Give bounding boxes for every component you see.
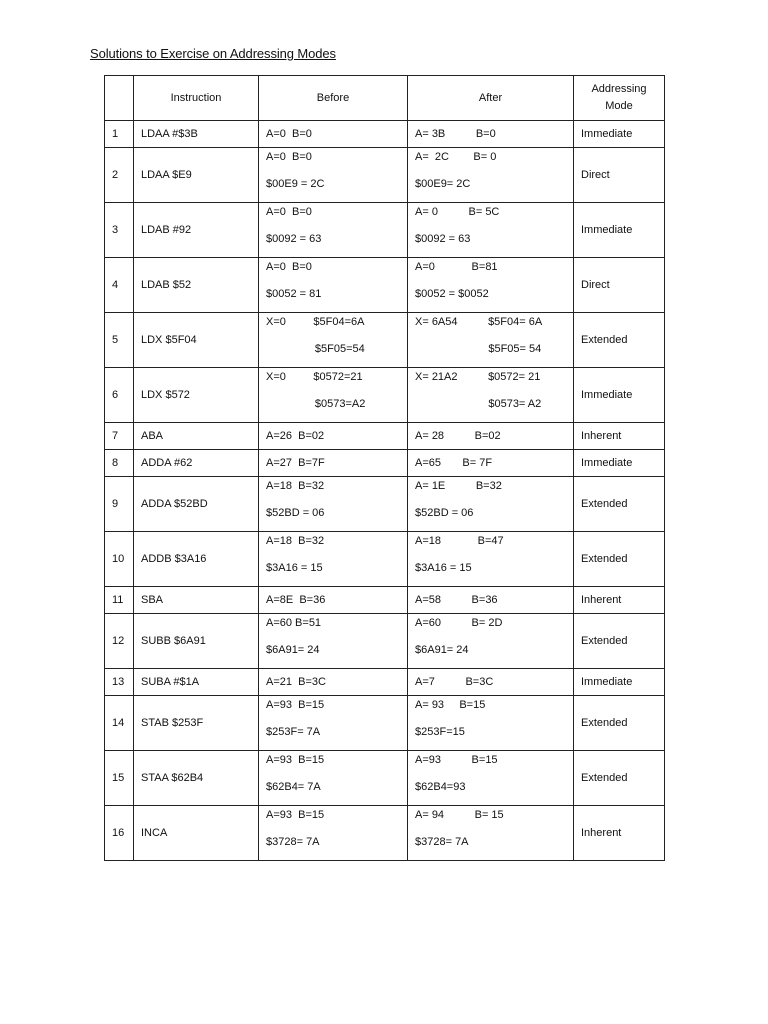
- before-line: A=0 B=0: [266, 206, 312, 218]
- table-row: [105, 258, 665, 313]
- header-addressing-mode: Addressing Mode: [574, 76, 665, 121]
- before-line: $62B4= 7A: [266, 781, 321, 793]
- after-line: $52BD = 06: [415, 507, 474, 519]
- table-row: [105, 477, 665, 532]
- row-instruction: SUBB $6A91: [134, 614, 259, 669]
- row-after: [408, 368, 574, 423]
- row-number: 12: [105, 614, 134, 669]
- row-after: [408, 532, 574, 587]
- row-addressing-mode: Direct: [574, 148, 665, 203]
- row-instruction: ADDA $52BD: [134, 477, 259, 532]
- row-before: [259, 477, 408, 532]
- table-row: [105, 313, 665, 368]
- before-line: $0573=A2: [266, 398, 366, 410]
- row-before: [259, 148, 408, 203]
- row-after: [408, 669, 574, 696]
- row-instruction: LDX $572: [134, 368, 259, 423]
- row-number: 8: [105, 450, 134, 477]
- header-row: [105, 76, 665, 121]
- row-instruction: ADDA #62: [134, 450, 259, 477]
- before-line: A=27 B=7F: [266, 456, 325, 469]
- row-number: 2: [105, 148, 134, 203]
- row-instruction: LDAA $E9: [134, 148, 259, 203]
- row-addressing-mode: Immediate: [574, 121, 665, 148]
- row-after: [408, 203, 574, 258]
- row-before: [259, 751, 408, 806]
- row-instruction: LDX $5F04: [134, 313, 259, 368]
- before-line: $253F= 7A: [266, 726, 321, 738]
- row-number: 9: [105, 477, 134, 532]
- before-line: A=93 B=15: [266, 754, 325, 766]
- row-before: [259, 203, 408, 258]
- table-row: [105, 614, 665, 669]
- table-row: [105, 203, 665, 258]
- row-before: [259, 313, 408, 368]
- row-number: 6: [105, 368, 134, 423]
- before-line: A=8E B=36: [266, 593, 326, 606]
- before-line: X=0 $5F04=6A: [266, 316, 365, 328]
- table-row: [105, 121, 665, 148]
- row-before: [259, 258, 408, 313]
- after-line: $5F05= 54: [415, 343, 542, 355]
- after-line: A= 1E B=32: [415, 480, 502, 492]
- row-number: 5: [105, 313, 134, 368]
- after-line: A= 28 B=02: [415, 429, 501, 442]
- row-instruction: LDAB $52: [134, 258, 259, 313]
- row-before: [259, 423, 408, 450]
- row-instruction: INCA: [134, 806, 259, 861]
- row-addressing-mode: Extended: [574, 477, 665, 532]
- header-before: Before: [259, 76, 408, 121]
- after-line: $253F=15: [415, 726, 465, 738]
- table-row: [105, 450, 665, 477]
- row-instruction: ADDB $3A16: [134, 532, 259, 587]
- after-line: A= 2C B= 0: [415, 151, 497, 163]
- table-row: [105, 148, 665, 203]
- row-after: [408, 450, 574, 477]
- after-line: X= 6A54 $5F04= 6A: [415, 316, 543, 328]
- row-addressing-mode: Extended: [574, 696, 665, 751]
- row-after: [408, 121, 574, 148]
- table-row: [105, 368, 665, 423]
- before-line: A=26 B=02: [266, 429, 325, 442]
- row-before: [259, 614, 408, 669]
- row-instruction: STAB $253F: [134, 696, 259, 751]
- before-line: A=0 B=0: [266, 151, 312, 163]
- row-addressing-mode: Inherent: [574, 423, 665, 450]
- before-line: $5F05=54: [266, 343, 365, 355]
- table-row: [105, 696, 665, 751]
- after-line: A=58 B=36: [415, 593, 498, 606]
- row-after: [408, 423, 574, 450]
- row-addressing-mode: Direct: [574, 258, 665, 313]
- before-line: A=18 B=32: [266, 480, 325, 492]
- before-line: A=93 B=15: [266, 699, 325, 711]
- after-line: A= 93 B=15: [415, 699, 486, 711]
- row-number: 14: [105, 696, 134, 751]
- row-number: 16: [105, 806, 134, 861]
- row-after: [408, 806, 574, 861]
- before-line: $6A91= 24: [266, 644, 320, 656]
- table-row: [105, 587, 665, 614]
- row-before: [259, 669, 408, 696]
- row-instruction: SBA: [134, 587, 259, 614]
- row-number: 1: [105, 121, 134, 148]
- row-number: 3: [105, 203, 134, 258]
- header-number: [105, 76, 134, 121]
- row-number: 15: [105, 751, 134, 806]
- table-row: [105, 806, 665, 861]
- after-line: $0092 = 63: [415, 233, 471, 245]
- row-addressing-mode: Immediate: [574, 203, 665, 258]
- after-line: A=0 B=81: [415, 261, 498, 273]
- before-line: $00E9 = 2C: [266, 178, 325, 190]
- row-number: 10: [105, 532, 134, 587]
- before-line: A=60 B=51: [266, 617, 322, 629]
- row-after: [408, 696, 574, 751]
- header-after: After: [408, 76, 574, 121]
- after-line: A=65 B= 7F: [415, 456, 493, 469]
- header-instruction: Instruction: [134, 76, 259, 121]
- after-line: $0573= A2: [415, 398, 542, 410]
- row-before: [259, 368, 408, 423]
- table-row: [105, 751, 665, 806]
- before-line: A=0 B=0: [266, 127, 312, 140]
- after-line: A= 0 B= 5C: [415, 206, 500, 218]
- before-line: X=0 $0572=21: [266, 371, 363, 383]
- addressing-modes-table: [104, 75, 665, 861]
- row-addressing-mode: Immediate: [574, 368, 665, 423]
- after-line: A=60 B= 2D: [415, 617, 503, 629]
- row-addressing-mode: Extended: [574, 614, 665, 669]
- row-before: [259, 806, 408, 861]
- table-row: [105, 423, 665, 450]
- row-number: 11: [105, 587, 134, 614]
- before-line: A=18 B=32: [266, 535, 325, 547]
- row-after: [408, 587, 574, 614]
- after-line: $00E9= 2C: [415, 178, 471, 190]
- row-instruction: STAA $62B4: [134, 751, 259, 806]
- row-number: 4: [105, 258, 134, 313]
- row-before: [259, 696, 408, 751]
- before-line: $52BD = 06: [266, 507, 325, 519]
- row-addressing-mode: Inherent: [574, 587, 665, 614]
- after-line: $0052 = $0052: [415, 288, 489, 300]
- row-after: [408, 258, 574, 313]
- row-before: [259, 121, 408, 148]
- table-row: [105, 532, 665, 587]
- row-addressing-mode: Extended: [574, 532, 665, 587]
- row-addressing-mode: Immediate: [574, 450, 665, 477]
- before-line: A=93 B=15: [266, 809, 325, 821]
- after-line: $3A16 = 15: [415, 562, 472, 574]
- after-line: A= 94 B= 15: [415, 809, 504, 821]
- row-addressing-mode: Inherent: [574, 806, 665, 861]
- before-line: $0092 = 63: [266, 233, 322, 245]
- row-instruction: SUBA #$1A: [134, 669, 259, 696]
- row-before: [259, 587, 408, 614]
- row-after: [408, 751, 574, 806]
- after-line: $3728= 7A: [415, 836, 469, 848]
- after-line: $62B4=93: [415, 781, 466, 793]
- before-line: $3A16 = 15: [266, 562, 323, 574]
- row-after: [408, 477, 574, 532]
- after-line: X= 21A2 $0572= 21: [415, 371, 541, 383]
- row-addressing-mode: Extended: [574, 751, 665, 806]
- row-number: 7: [105, 423, 134, 450]
- row-before: [259, 450, 408, 477]
- after-line: A=93 B=15: [415, 754, 498, 766]
- row-before: [259, 532, 408, 587]
- row-after: [408, 614, 574, 669]
- row-instruction: ABA: [134, 423, 259, 450]
- row-instruction: LDAB #92: [134, 203, 259, 258]
- before-line: $0052 = 81: [266, 288, 322, 300]
- after-line: A=18 B=47: [415, 535, 504, 547]
- before-line: $3728= 7A: [266, 836, 320, 848]
- row-after: [408, 313, 574, 368]
- row-addressing-mode: Immediate: [574, 669, 665, 696]
- row-addressing-mode: Extended: [574, 313, 665, 368]
- before-line: A=21 B=3C: [266, 675, 326, 688]
- after-line: A= 3B B=0: [415, 127, 496, 140]
- row-instruction: LDAA #$3B: [134, 121, 259, 148]
- after-line: $6A91= 24: [415, 644, 469, 656]
- before-line: A=0 B=0: [266, 261, 312, 273]
- after-line: A=7 B=3C: [415, 675, 494, 688]
- row-after: [408, 148, 574, 203]
- table-row: [105, 669, 665, 696]
- page-title: Solutions to Exercise on Addressing Modes: [90, 46, 336, 61]
- row-number: 13: [105, 669, 134, 696]
